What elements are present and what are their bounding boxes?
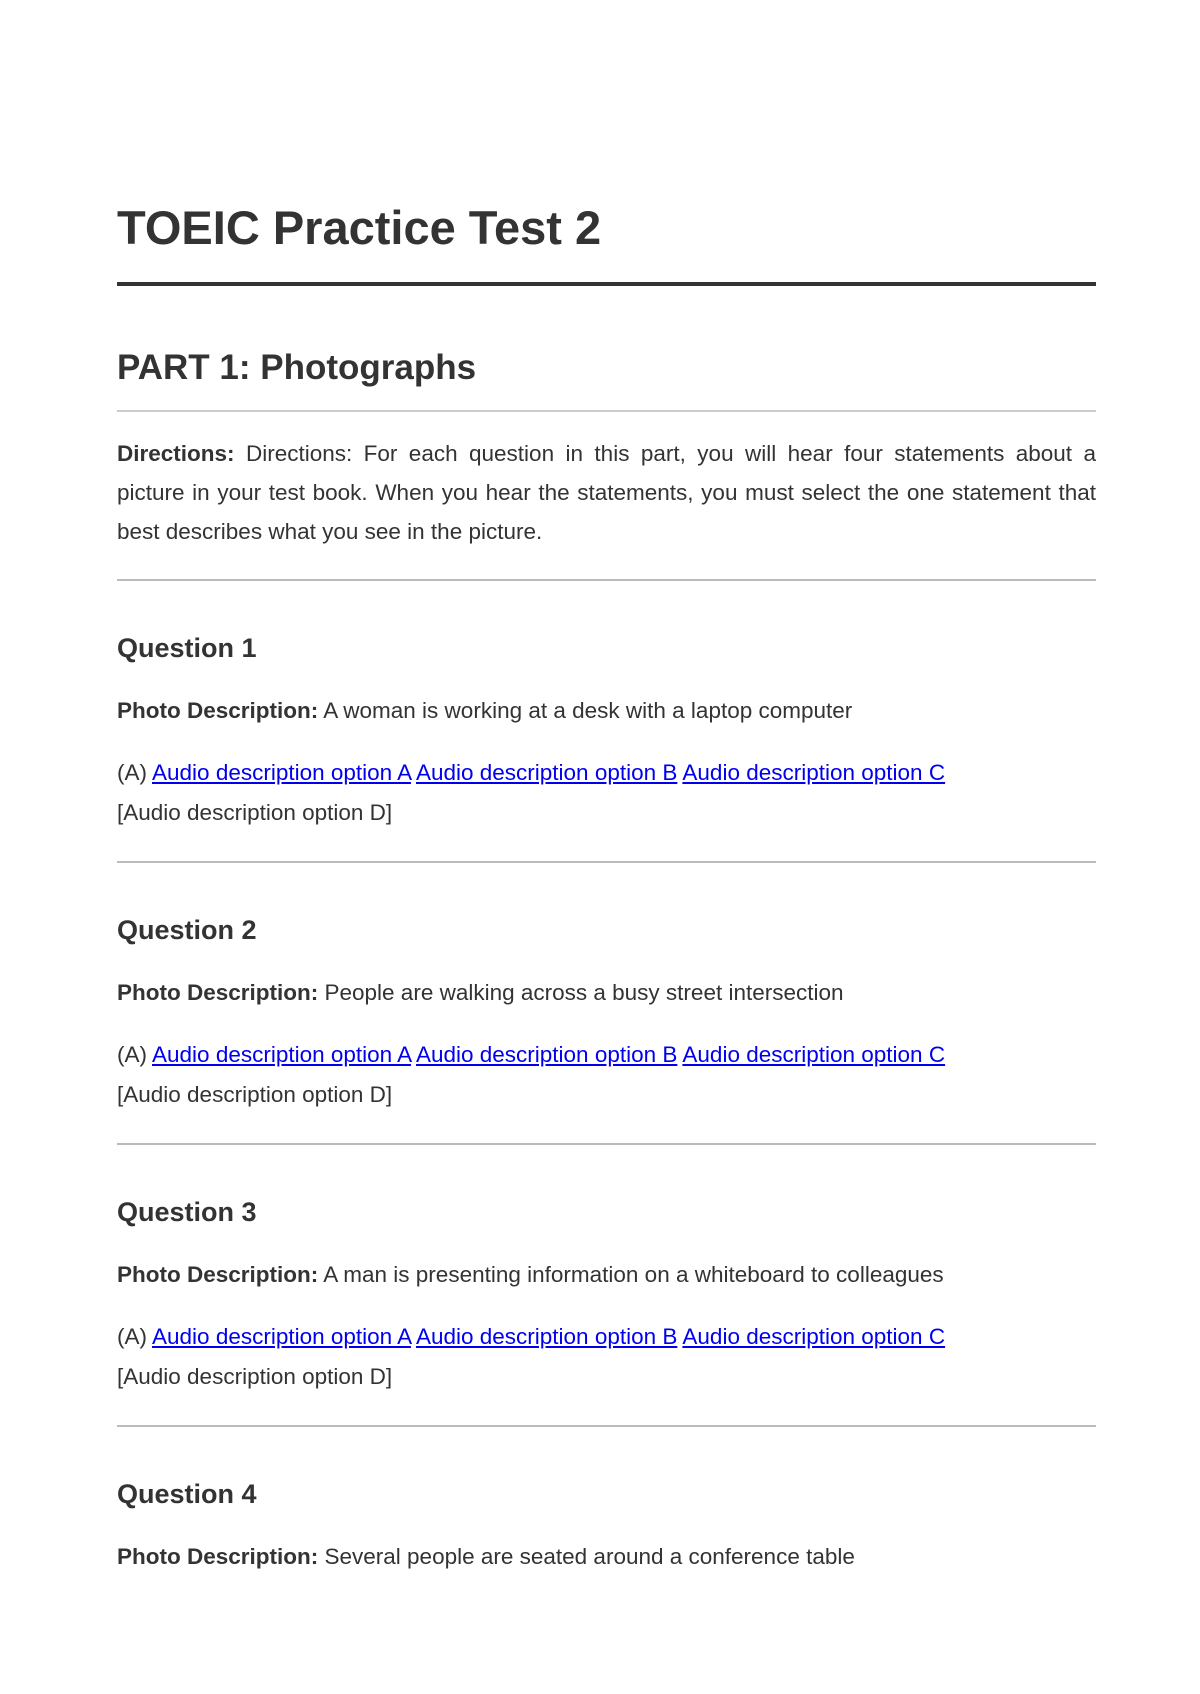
option-b-link[interactable]: Audio description option B: [415, 760, 678, 785]
answer-options: [117, 1317, 1096, 1397]
part-title: PART 1: Photographs: [117, 348, 477, 387]
photo-description-text: Several people are seated around a conference table: [318, 1544, 855, 1569]
question-title: Question 4: [117, 1479, 257, 1509]
option-prefix: (A): [117, 760, 153, 785]
option-a-link[interactable]: Audio description option A: [152, 1042, 411, 1067]
title-divider: [117, 282, 1096, 286]
option-c-link[interactable]: Audio description option C: [682, 1042, 946, 1067]
question-title: Question 1: [117, 633, 257, 663]
question-2: [117, 913, 1096, 1145]
photo-description-label: Photo Description:: [117, 980, 319, 1005]
photo-description: [117, 977, 1096, 1009]
directions: [117, 434, 1096, 551]
answer-options: [117, 753, 1096, 833]
question-3: [117, 1195, 1096, 1427]
option-a-link[interactable]: Audio description option A: [152, 1324, 411, 1349]
option-a-link[interactable]: Audio description option A: [152, 760, 411, 785]
photo-description-label: Photo Description:: [117, 1262, 319, 1287]
photo-description: [117, 695, 1096, 727]
question-divider: [117, 861, 1096, 863]
question-divider: [117, 1425, 1096, 1427]
photo-description: [117, 1541, 1096, 1573]
photo-description-text: A man is presenting information on a whiteboard to colleagues: [318, 1262, 944, 1287]
question-title: Question 3: [117, 1197, 257, 1227]
option-b-link[interactable]: Audio description option B: [415, 1324, 678, 1349]
question-4: [117, 1477, 1096, 1573]
photo-description-text: A woman is working at a desk with a laptop computer: [318, 698, 853, 723]
option-c-link[interactable]: Audio description option C: [682, 1324, 946, 1349]
photo-description-text: People are walking across a busy street intersection: [318, 980, 844, 1005]
option-d-text: [Audio description option D]: [117, 1082, 393, 1107]
answer-options: [117, 1035, 1096, 1115]
question-1: [117, 631, 1096, 863]
photo-description-label: Photo Description:: [117, 1544, 319, 1569]
option-d-text: [Audio description option D]: [117, 800, 393, 825]
option-prefix: (A): [117, 1324, 153, 1349]
photo-description-label: Photo Description:: [117, 698, 319, 723]
question-divider: [117, 1143, 1096, 1145]
photo-description: [117, 1259, 1096, 1291]
option-d-text: [Audio description option D]: [117, 1364, 393, 1389]
section-divider: [117, 579, 1096, 581]
option-prefix: (A): [117, 1042, 153, 1067]
document-title: TOEIC Practice Test 2: [117, 201, 602, 254]
question-title: Question 2: [117, 915, 257, 945]
directions-label: Directions:: [117, 441, 235, 466]
option-b-link[interactable]: Audio description option B: [415, 1042, 678, 1067]
part-divider: [117, 410, 1096, 412]
option-c-link[interactable]: Audio description option C: [682, 760, 946, 785]
directions-text: Directions: For each question in this part, you will hear four statements about a picture in your test book. When you hear the statements, you must select the one statement that best describes what you see in the picture.: [117, 441, 1096, 544]
